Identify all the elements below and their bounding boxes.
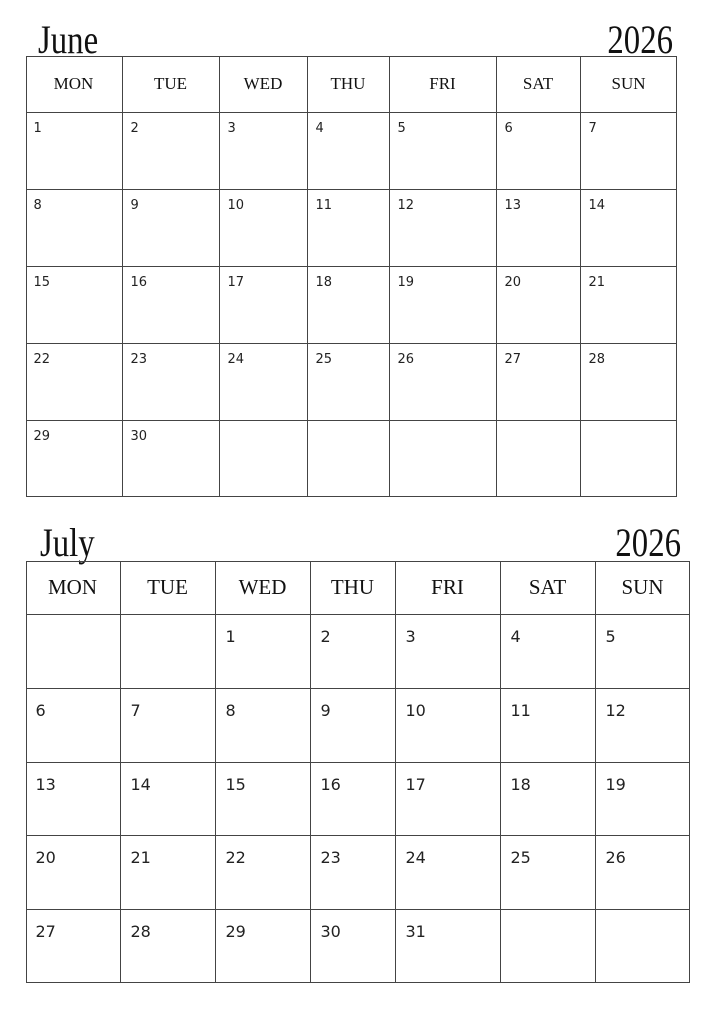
weekday-header: SAT bbox=[501, 561, 596, 615]
day-cell bbox=[581, 421, 677, 497]
day-cell: 10 bbox=[396, 689, 501, 763]
month-title: July bbox=[40, 520, 95, 565]
day-cell: 26 bbox=[390, 344, 497, 421]
day-cell: 15 bbox=[26, 267, 123, 344]
calendar-grid bbox=[26, 561, 690, 983]
day-cell: 30 bbox=[123, 421, 220, 497]
day-cell: 14 bbox=[121, 763, 216, 836]
day-cell: 15 bbox=[216, 763, 311, 836]
day-cell bbox=[121, 615, 216, 689]
day-cell: 24 bbox=[220, 344, 308, 421]
day-cell: 11 bbox=[501, 689, 596, 763]
day-cell: 8 bbox=[216, 689, 311, 763]
day-cell: 25 bbox=[501, 836, 596, 910]
day-cell: 3 bbox=[396, 615, 501, 689]
day-cell bbox=[308, 421, 390, 497]
weekday-header: WED bbox=[220, 56, 308, 113]
day-cell: 24 bbox=[396, 836, 501, 910]
day-cell: 29 bbox=[216, 910, 311, 983]
day-cell: 27 bbox=[497, 344, 581, 421]
day-cell bbox=[220, 421, 308, 497]
day-cell: 16 bbox=[123, 267, 220, 344]
day-cell: 11 bbox=[308, 190, 390, 267]
month-title: June bbox=[38, 17, 99, 62]
day-cell: 19 bbox=[596, 763, 690, 836]
day-cell: 29 bbox=[26, 421, 123, 497]
day-cell: 28 bbox=[581, 344, 677, 421]
day-cell: 5 bbox=[390, 113, 497, 190]
day-cell: 7 bbox=[581, 113, 677, 190]
day-cell: 6 bbox=[26, 689, 121, 763]
day-cell: 6 bbox=[497, 113, 581, 190]
day-cell: 5 bbox=[596, 615, 690, 689]
day-cell: 23 bbox=[123, 344, 220, 421]
day-cell: 27 bbox=[26, 910, 121, 983]
calendar-grid bbox=[26, 56, 677, 497]
day-cell: 9 bbox=[123, 190, 220, 267]
weekday-header: THU bbox=[308, 56, 390, 113]
day-cell: 30 bbox=[311, 910, 396, 983]
day-cell: 14 bbox=[581, 190, 677, 267]
year-title: 2026 bbox=[615, 520, 681, 565]
day-cell bbox=[390, 421, 497, 497]
weekday-header: SAT bbox=[497, 56, 581, 113]
day-cell: 10 bbox=[220, 190, 308, 267]
day-cell: 19 bbox=[390, 267, 497, 344]
day-cell: 9 bbox=[311, 689, 396, 763]
day-cell: 21 bbox=[581, 267, 677, 344]
day-cell: 1 bbox=[26, 113, 123, 190]
day-cell: 12 bbox=[390, 190, 497, 267]
day-cell: 7 bbox=[121, 689, 216, 763]
day-cell: 18 bbox=[308, 267, 390, 344]
day-cell: 22 bbox=[26, 344, 123, 421]
weekday-header: MON bbox=[26, 561, 121, 615]
day-cell bbox=[596, 910, 690, 983]
day-cell: 17 bbox=[220, 267, 308, 344]
day-cell: 4 bbox=[501, 615, 596, 689]
weekday-header: FRI bbox=[396, 561, 501, 615]
weekday-header: SUN bbox=[581, 56, 677, 113]
weekday-header: TUE bbox=[121, 561, 216, 615]
day-cell: 23 bbox=[311, 836, 396, 910]
day-cell: 1 bbox=[216, 615, 311, 689]
day-cell: 3 bbox=[220, 113, 308, 190]
year-title: 2026 bbox=[607, 17, 673, 62]
day-cell: 22 bbox=[216, 836, 311, 910]
day-cell: 2 bbox=[311, 615, 396, 689]
day-cell: 28 bbox=[121, 910, 216, 983]
day-cell: 25 bbox=[308, 344, 390, 421]
day-cell: 13 bbox=[497, 190, 581, 267]
weekday-header: WED bbox=[216, 561, 311, 615]
day-cell: 4 bbox=[308, 113, 390, 190]
weekday-header: THU bbox=[311, 561, 396, 615]
weekday-header: TUE bbox=[123, 56, 220, 113]
day-cell: 17 bbox=[396, 763, 501, 836]
day-cell: 12 bbox=[596, 689, 690, 763]
day-cell: 26 bbox=[596, 836, 690, 910]
day-cell bbox=[501, 910, 596, 983]
day-cell: 20 bbox=[26, 836, 121, 910]
day-cell: 18 bbox=[501, 763, 596, 836]
day-cell bbox=[26, 615, 121, 689]
day-cell bbox=[497, 421, 581, 497]
weekday-header: SUN bbox=[596, 561, 690, 615]
day-cell: 20 bbox=[497, 267, 581, 344]
day-cell: 16 bbox=[311, 763, 396, 836]
weekday-header: FRI bbox=[390, 56, 497, 113]
day-cell: 8 bbox=[26, 190, 123, 267]
weekday-header: MON bbox=[26, 56, 123, 113]
day-cell: 13 bbox=[26, 763, 121, 836]
day-cell: 2 bbox=[123, 113, 220, 190]
day-cell: 31 bbox=[396, 910, 501, 983]
day-cell: 21 bbox=[121, 836, 216, 910]
